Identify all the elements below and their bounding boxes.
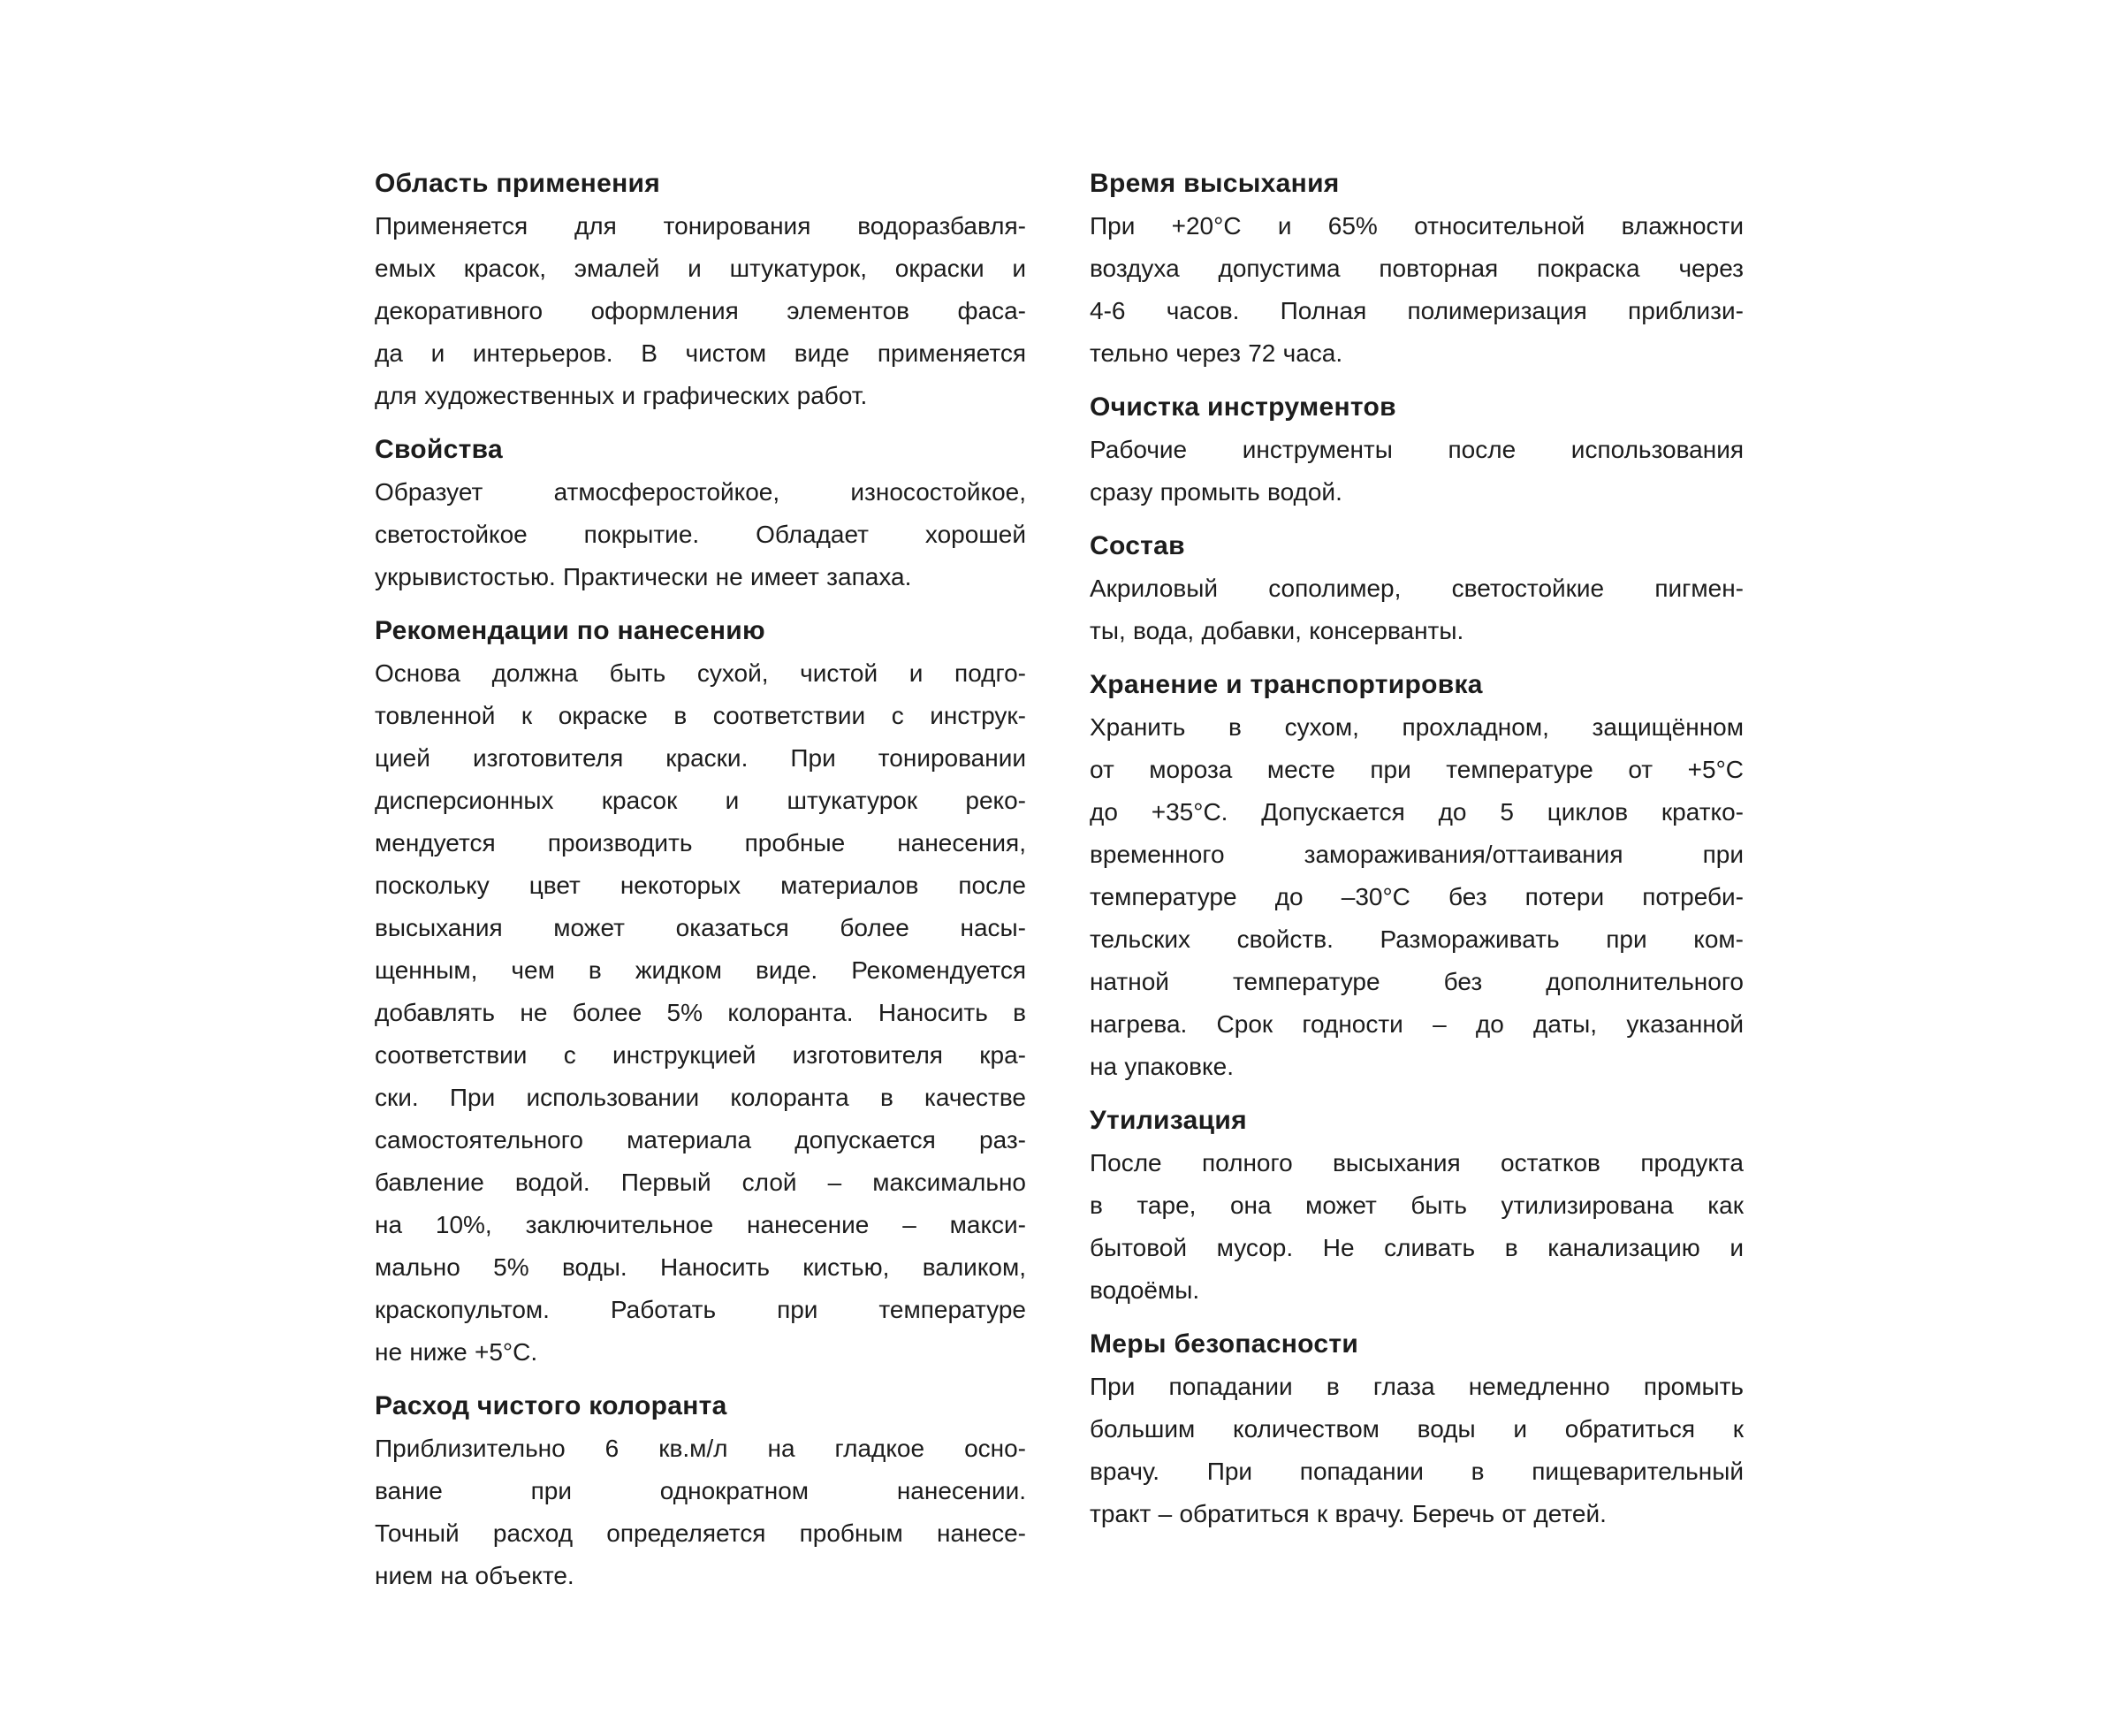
- text-line: Приблизительно 6 кв.м/л на гладкое осно-: [375, 1435, 1026, 1462]
- text-line: большим количеством воды и обратиться к: [1090, 1415, 1744, 1443]
- text-line: краскопультом. Работать при температуре: [375, 1296, 1026, 1323]
- section-properties-body: [375, 471, 1026, 598]
- section-composition-heading: Состав: [1090, 531, 1185, 560]
- text-line: Акриловый сополимер, светостойкие пигмен-: [1090, 575, 1744, 602]
- text-line: мендуется производить пробные нанесения,: [375, 829, 1026, 857]
- section-safety: [1090, 1323, 1744, 1535]
- section-drying-time-heading: Время высыхания: [1090, 169, 1340, 198]
- text-line: мально 5% воды. Наносить кистью, валиком,: [375, 1253, 1026, 1281]
- text-line: температуре до –30°С без потери потреби-: [1090, 883, 1744, 910]
- section-disposal-body: [1090, 1142, 1744, 1312]
- text-line: да и интерьеров. В чистом виде применяется: [375, 339, 1026, 367]
- section-consumption-heading: Расход чистого колоранта: [375, 1391, 727, 1420]
- text-line: нагрева. Срок годности – до даты, указанной: [1090, 1010, 1744, 1038]
- text-line: от мороза месте при температуре от +5°С: [1090, 756, 1744, 783]
- text-line: Основа должна быть сухой, чистой и подго-: [375, 659, 1026, 687]
- text-line: укрывистостью. Практически не имеет запаха.: [375, 563, 912, 590]
- text-line: на 10%, заключительное нанесение – макси-: [375, 1211, 1026, 1238]
- section-tool-cleaning-body: [1090, 429, 1744, 514]
- section-composition-body: [1090, 567, 1744, 652]
- text-line: сразу промыть водой.: [1090, 478, 1342, 506]
- section-consumption: [375, 1385, 1026, 1597]
- text-line: водоёмы.: [1090, 1276, 1200, 1304]
- text-line: светостойкое покрытие. Обладает хорошей: [375, 521, 1026, 548]
- text-line: щенным, чем в жидком виде. Рекомендуется: [375, 956, 1026, 984]
- section-application-recommendations-heading: Рекомендации по нанесению: [375, 616, 765, 645]
- text-line: тельно через 72 часа.: [1090, 339, 1343, 367]
- section-application-heading: Область применения: [375, 169, 661, 198]
- text-line: соответствии с инструкцией изготовителя кра-: [375, 1041, 1026, 1069]
- text-line: нием на объекте.: [375, 1562, 574, 1589]
- text-line: самостоятельного материала допускается раз-: [375, 1126, 1026, 1154]
- text-line: Рабочие инструменты после использования: [1090, 436, 1744, 463]
- text-line: емых красок, эмалей и штукатурок, окраски и: [375, 255, 1026, 282]
- text-line: высыхания может оказаться более насы-: [375, 914, 1026, 941]
- section-properties: [375, 429, 1026, 598]
- section-application-recommendations: [375, 610, 1026, 1374]
- section-storage-transport-body: [1090, 706, 1744, 1088]
- text-line: для художественных и графических работ.: [375, 382, 868, 409]
- text-line: Точный расход определяется пробным нанесе-: [375, 1519, 1026, 1547]
- text-line: тракт – обратиться к врачу. Беречь от детей.: [1090, 1500, 1607, 1527]
- section-drying-time: [1090, 163, 1744, 375]
- text-line: натной температуре без дополнительного: [1090, 968, 1744, 995]
- text-line: декоративного оформления элементов фаса-: [375, 297, 1026, 324]
- text-line: на упаковке.: [1090, 1053, 1234, 1080]
- section-safety-heading: Меры безопасности: [1090, 1329, 1359, 1359]
- text-line: Образует атмосферостойкое, износостойкое,: [375, 478, 1026, 506]
- section-consumption-body: [375, 1428, 1026, 1597]
- text-line: После полного высыхания остатков продукта: [1090, 1149, 1744, 1176]
- text-line: в таре, она может быть утилизирована как: [1090, 1192, 1744, 1219]
- section-properties-heading: Свойства: [375, 435, 503, 464]
- text-line: до +35°С. Допускается до 5 циклов кратко-: [1090, 798, 1744, 826]
- text-line: воздуха допустима повторная покраска через: [1090, 255, 1744, 282]
- text-line: бытовой мусор. Не сливать в канализацию и: [1090, 1234, 1744, 1261]
- text-line: 4-6 часов. Полная полимеризация приблизи-: [1090, 297, 1744, 324]
- right-column: [1090, 163, 1744, 1535]
- section-safety-body: [1090, 1366, 1744, 1535]
- text-line: ты, вода, добавки, консерванты.: [1090, 617, 1464, 644]
- text-line: цией изготовителя краски. При тонировании: [375, 744, 1026, 772]
- section-drying-time-body: [1090, 205, 1744, 375]
- text-line: вание при однократном нанесении.: [375, 1477, 1026, 1504]
- left-column: [375, 163, 1026, 1597]
- text-line: тельских свойств. Размораживать при ком-: [1090, 925, 1744, 953]
- text-line: Хранить в сухом, прохладном, защищённом: [1090, 713, 1744, 741]
- section-storage-transport-heading: Хранение и транспортировка: [1090, 670, 1483, 699]
- text-line: не ниже +5°С.: [375, 1338, 538, 1366]
- text-line: бавление водой. Первый слой – максимально: [375, 1169, 1026, 1196]
- text-line: При +20°С и 65% относительной влажности: [1090, 212, 1744, 240]
- text-line: товленной к окраске в соответствии с инструк-: [375, 702, 1026, 729]
- section-tool-cleaning: [1090, 386, 1744, 514]
- section-application: [375, 163, 1026, 417]
- section-application-body: [375, 205, 1026, 417]
- text-line: При попадании в глаза немедленно промыть: [1090, 1373, 1744, 1400]
- section-tool-cleaning-heading: Очистка инструментов: [1090, 392, 1396, 422]
- text-line: поскольку цвет некоторых материалов после: [375, 872, 1026, 899]
- text-line: ски. При использовании колоранта в качестве: [375, 1084, 1026, 1111]
- text-line: Применяется для тонирования водоразбавля-: [375, 212, 1026, 240]
- section-composition: [1090, 525, 1744, 652]
- text-line: добавлять не более 5% колоранта. Наносить в: [375, 999, 1026, 1026]
- section-storage-transport: [1090, 664, 1744, 1088]
- section-application-recommendations-body: [375, 652, 1026, 1374]
- section-disposal: [1090, 1100, 1744, 1312]
- text-line: временного замораживания/оттаивания при: [1090, 841, 1744, 868]
- text-line: дисперсионных красок и штукатурок реко-: [375, 787, 1026, 814]
- text-line: врачу. При попадании в пищеварительный: [1090, 1458, 1744, 1485]
- section-disposal-heading: Утилизация: [1090, 1106, 1247, 1135]
